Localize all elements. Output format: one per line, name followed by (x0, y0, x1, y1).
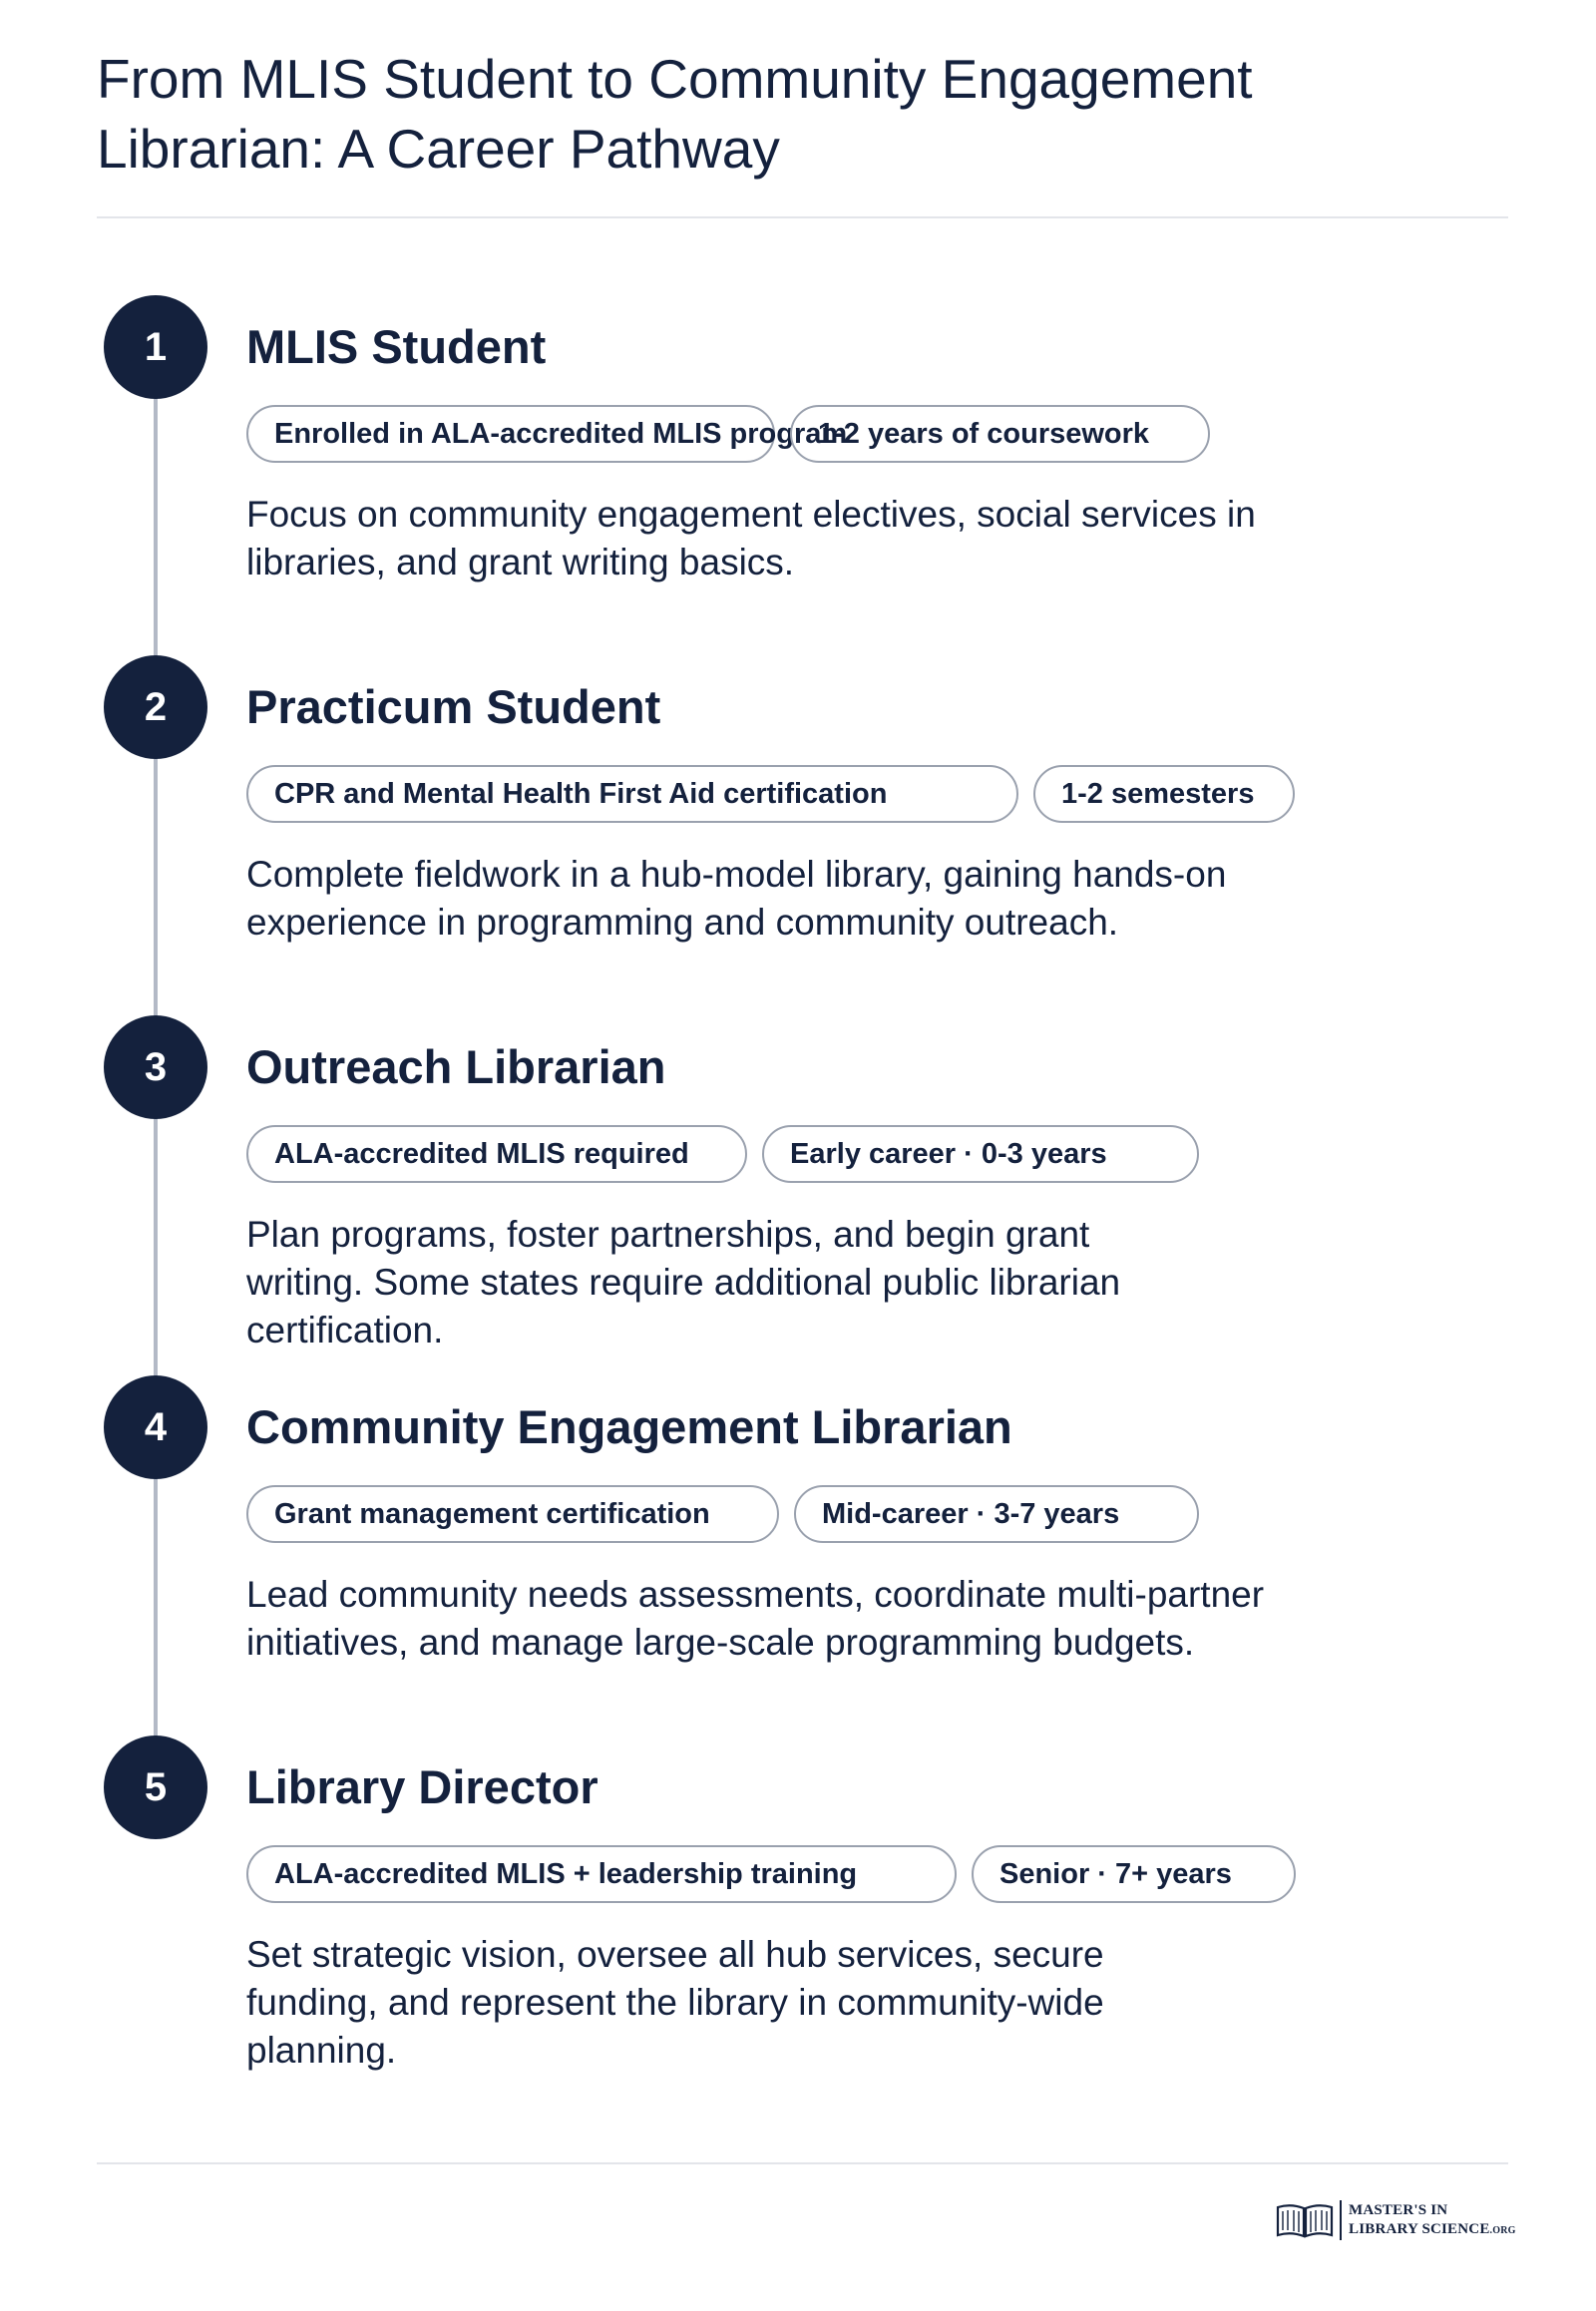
header-divider (97, 216, 1508, 218)
open-book-icon (1275, 2198, 1335, 2242)
pathway-step (0, 295, 1596, 654)
step-description: Lead community needs assessments, coordinate multi-partner initiatives, and manage large-scale programming budgets. (246, 1574, 1265, 1663)
pathway-step (0, 1015, 1596, 1374)
requirement-pill: Grant management certification (246, 1485, 779, 1543)
step-tags (246, 1845, 1296, 1903)
requirement-pill: ALA-accredited MLIS required (246, 1125, 747, 1183)
logo-suffix: .ORG (1489, 2225, 1516, 2236)
step-description: Plan programs, foster partnerships, and begin grant writing. Some states require additional public librarian certification. (246, 1214, 1121, 1350)
step-tags (246, 1485, 1199, 1543)
duration-pill: 1-2 semesters (1033, 765, 1295, 823)
step-title: MLIS Student (246, 320, 547, 373)
page-title: From MLIS Student to Community Engagement Librarian: A Career Pathway (97, 48, 1253, 180)
duration-pill: 1-2 years of coursework (790, 405, 1210, 463)
requirement-pill: ALA-accredited MLIS + leadership training (246, 1845, 957, 1903)
step-tags (246, 765, 1295, 823)
duration-pill: Senior · 7+ years (972, 1845, 1296, 1903)
step-title: Community Engagement Librarian (246, 1400, 1012, 1453)
step-tags (246, 405, 1210, 463)
logo-wordmark (1349, 2201, 1516, 2240)
step-description: Complete fieldwork in a hub-model library, gaining hands-on experience in programming and community outreach. (246, 854, 1227, 943)
footer-divider (97, 2162, 1508, 2164)
duration-pill: Early career · 0-3 years (762, 1125, 1199, 1183)
step-title: Outreach Librarian (246, 1040, 666, 1093)
pathway-step (0, 1375, 1596, 1734)
step-tags (246, 1125, 1199, 1183)
requirement-pill: Enrolled in ALA-accredited MLIS program (246, 405, 775, 463)
step-number-badge: 3 (104, 1015, 207, 1119)
logo-line-1: MASTER'S IN (1349, 2202, 1448, 2218)
step-title: Practicum Student (246, 680, 661, 733)
step-description: Set strategic vision, oversee all hub services, secure funding, and represent the library in community-wide planning. (246, 1934, 1104, 2071)
requirement-pill: CPR and Mental Health First Aid certification (246, 765, 1018, 823)
step-number-badge: 4 (104, 1375, 207, 1479)
logo-divider (1340, 2200, 1342, 2240)
step-description: Focus on community engagement electives, social services in libraries, and grant writing basics. (246, 494, 1256, 582)
logo-line-2: LIBRARY SCIENCE (1349, 2221, 1490, 2237)
step-title: Library Director (246, 1760, 598, 1813)
duration-pill: Mid-career · 3-7 years (794, 1485, 1199, 1543)
step-number-badge: 5 (104, 1735, 207, 1839)
pathway-step (0, 1735, 1596, 2095)
pathway-step (0, 655, 1596, 1014)
step-number-badge: 2 (104, 655, 207, 759)
step-number-badge: 1 (104, 295, 207, 399)
